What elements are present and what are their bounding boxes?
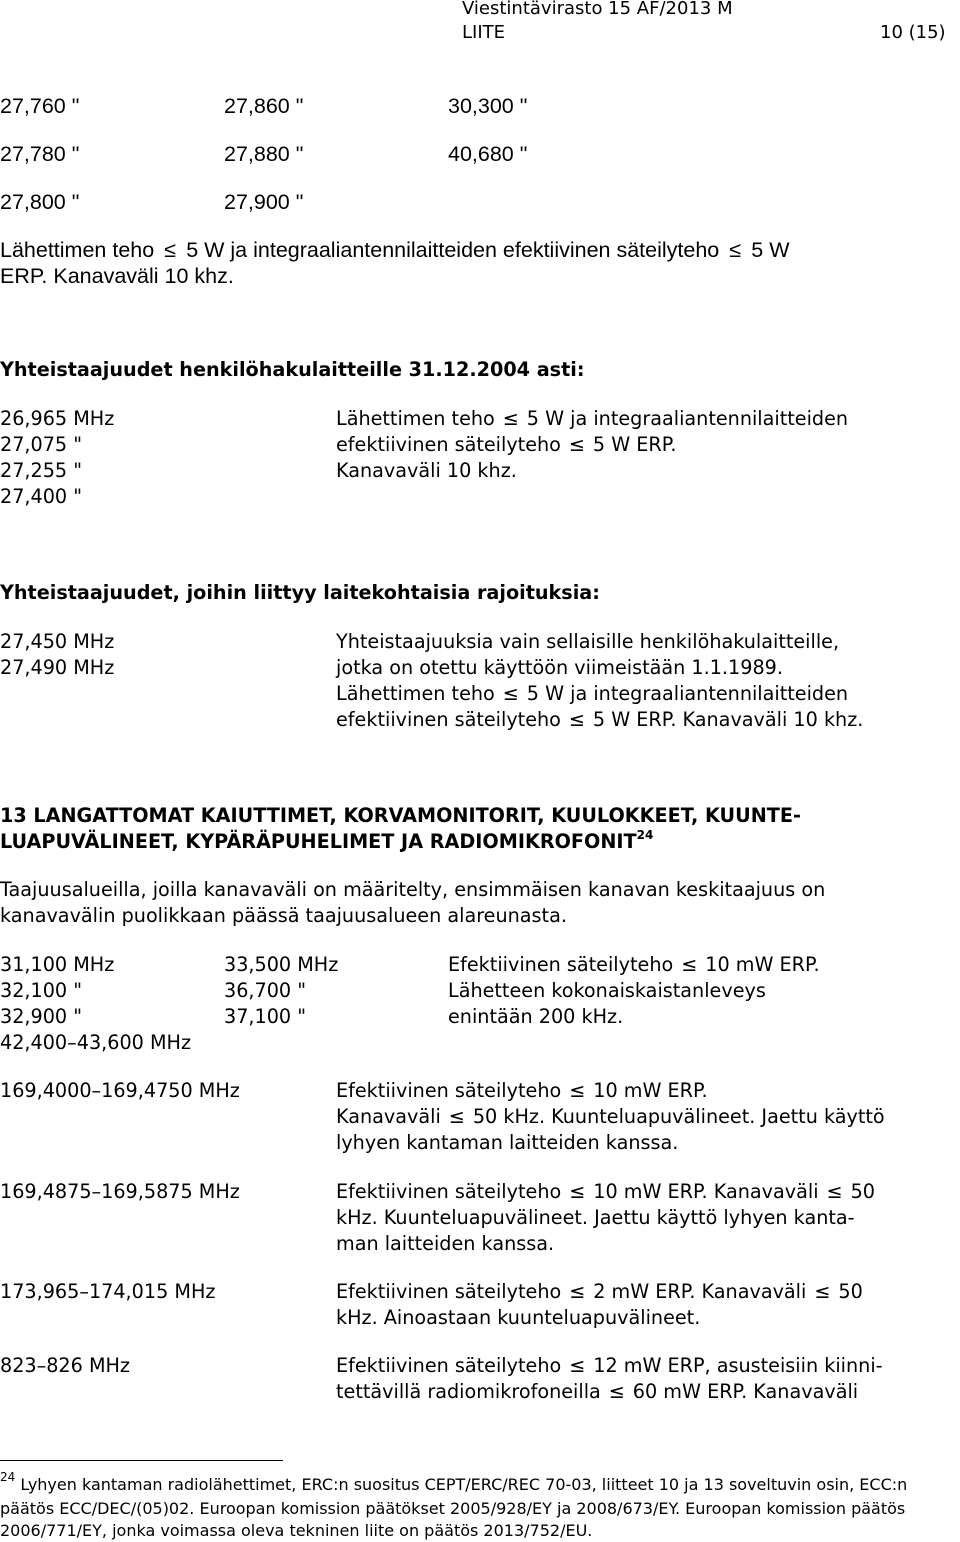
- freq-label: 42,400–43,600 MHz: [0, 1031, 192, 1054]
- band-desc-line: kHz. Kuunteluapuvälineet. Jaettu käyttö lyhyen kanta-: [336, 1206, 855, 1229]
- band-desc-line: Efektiivinen säteilyteho ≤ 10 mW ERP.: [336, 1079, 708, 1102]
- less-than-or-equal-icon: ≤: [826, 1180, 843, 1203]
- freq-label: 27,400 ": [0, 485, 83, 508]
- freq-label: 37,100 ": [224, 1005, 307, 1028]
- intro-line: Taajuusalueilla, joilla kanavaväli on määritelty, ensimmäisen kanavan keskitaajuus on: [0, 878, 826, 901]
- band-freq: 823–826 MHz: [0, 1354, 130, 1377]
- freq-label: 26,965 MHz: [0, 407, 115, 430]
- footnote-number: 24: [0, 1470, 16, 1484]
- band-freq: 169,4875–169,5875 MHz: [0, 1180, 240, 1203]
- footnote-line: 2006/771/EY, jonka voimassa oleva tekninen liite on päätös 2013/752/EU.: [0, 1521, 593, 1540]
- band-desc-line: lyhyen kantaman laitteiden kanssa.: [336, 1131, 679, 1154]
- freq-label: 31,100 MHz: [0, 953, 115, 976]
- freq-cell: 27,760 ": [0, 94, 80, 118]
- freq-cell: 27,900 ": [224, 190, 304, 214]
- desc-line: jotka on otettu käyttöön viimeistään 1.1.1989.: [336, 656, 783, 679]
- desc-line: enintään 200 kHz.: [448, 1005, 624, 1028]
- paragraph-line: Lähettimen teho ≤ 5 W ja integraaliantennilaitteiden efektiivinen säteilyteho ≤ 5 W: [0, 238, 790, 262]
- band-desc-line: Efektiivinen säteilyteho ≤ 2 mW ERP. Kanavaväli ≤ 50: [336, 1280, 863, 1303]
- footnote-ref: 24: [636, 828, 654, 842]
- desc-line: efektiivinen säteilyteho ≤ 5 W ERP. Kanavaväli 10 khz.: [336, 708, 864, 731]
- freq-label: 36,700 ": [224, 979, 307, 1002]
- band-freq: 173,965–174,015 MHz: [0, 1280, 216, 1303]
- desc-line: Kanavaväli 10 khz.: [336, 459, 517, 482]
- less-than-or-equal-icon: ≤: [568, 433, 585, 456]
- desc-line: Lähetteen kokonaiskaistanleveys: [448, 979, 766, 1002]
- freq-label: 32,900 ": [0, 1005, 83, 1028]
- freq-cell: 27,780 ": [0, 142, 80, 166]
- intro-line: kanavavälin puolikkaan päässä taajuusalueen alareunasta.: [0, 904, 567, 927]
- less-than-or-equal-icon: ≤: [814, 1280, 831, 1303]
- freq-label: 27,490 MHz: [0, 656, 115, 679]
- less-than-or-equal-icon: ≤: [681, 953, 698, 976]
- desc-line: efektiivinen säteilyteho ≤ 5 W ERP.: [336, 433, 677, 456]
- band-desc-line: tettävillä radiomikrofoneilla ≤ 60 mW ERP. Kanavaväli: [336, 1380, 859, 1403]
- less-than-or-equal-icon: ≤: [729, 238, 742, 262]
- less-than-or-equal-icon: ≤: [569, 1280, 586, 1303]
- paragraph-line: ERP. Kanavaväli 10 khz.: [0, 264, 234, 288]
- freq-cell: 30,300 ": [448, 94, 528, 118]
- freq-label: 27,075 ": [0, 433, 83, 456]
- section-heading: Yhteistaajuudet henkilöhakulaitteille 31.12.2004 asti:: [0, 358, 585, 381]
- less-than-or-equal-icon: ≤: [164, 238, 177, 262]
- less-than-or-equal-icon: ≤: [569, 1180, 586, 1203]
- less-than-or-equal-icon: ≤: [502, 682, 519, 705]
- band-desc-line: kHz. Ainoastaan kuunteluapuvälineet.: [336, 1306, 701, 1329]
- header-issuer: Viestintävirasto 15 AF/2013 M: [462, 0, 733, 19]
- section-heading: Yhteistaajuudet, joihin liittyy laitekohtaisia rajoituksia:: [0, 581, 600, 604]
- less-than-or-equal-icon: ≤: [568, 708, 585, 731]
- freq-label: 33,500 MHz: [224, 953, 339, 976]
- less-than-or-equal-icon: ≤: [502, 407, 519, 430]
- band-freq: 169,4000–169,4750 MHz: [0, 1079, 240, 1102]
- band-desc-line: Kanavaväli ≤ 50 kHz. Kuunteluapuvälineet. Jaettu käyttö: [336, 1105, 885, 1128]
- less-than-or-equal-icon: ≤: [569, 1079, 586, 1102]
- desc-line: Lähettimen teho ≤ 5 W ja integraaliantennilaitteiden: [336, 407, 849, 430]
- freq-cell: 40,680 ": [448, 142, 528, 166]
- freq-cell: 27,800 ": [0, 190, 80, 214]
- less-than-or-equal-icon: ≤: [569, 1354, 586, 1377]
- desc-line: Lähettimen teho ≤ 5 W ja integraaliantennilaitteiden: [336, 682, 849, 705]
- freq-cell: 27,880 ": [224, 142, 304, 166]
- freq-label: 27,255 ": [0, 459, 83, 482]
- freq-label: 27,450 MHz: [0, 630, 115, 653]
- less-than-or-equal-icon: ≤: [448, 1105, 465, 1128]
- footnote-line: $^{24}$ Lyhyen kantaman radiolähettimet, ERC:n suositus CEPT/ERC/REC 70-03, liitteet 10 ja 13 soveltuvin osin, ECC:n: [0, 1470, 908, 1494]
- band-desc-line: Efektiivinen säteilyteho ≤ 10 mW ERP. Kanavaväli ≤ 50: [336, 1180, 875, 1203]
- desc-line: Yhteistaajuuksia vain sellaisille henkilöhakulaitteille,: [336, 630, 840, 653]
- desc-line: Efektiivinen säteilyteho ≤ 10 mW ERP.: [448, 953, 820, 976]
- header-page-number: 10 (15): [880, 22, 946, 43]
- header-appendix: LIITE: [462, 22, 506, 43]
- section-title: 13 LANGATTOMAT KAIUTTIMET, KORVAMONITORIT, KUULOKKEET, KUUNTE-: [0, 804, 801, 827]
- band-desc-line: man laitteiden kanssa.: [336, 1232, 555, 1255]
- band-desc-line: Efektiivinen säteilyteho ≤ 12 mW ERP, asusteisiin kiinni-: [336, 1354, 883, 1377]
- footnote-line: päätös ECC/DEC/(05)02. Euroopan komission päätökset 2005/928/EY ja 2008/673/EY. Euroopan komission päätös: [0, 1499, 906, 1518]
- freq-cell: 27,860 ": [224, 94, 304, 118]
- section-title: LUAPUVÄLINEET, KYPÄRÄPUHELIMET JA RADIOMIKROFONIT$^{24}$: [0, 828, 654, 853]
- footnote-divider: [0, 1460, 283, 1461]
- less-than-or-equal-icon: ≤: [608, 1380, 625, 1403]
- freq-label: 32,100 ": [0, 979, 83, 1002]
